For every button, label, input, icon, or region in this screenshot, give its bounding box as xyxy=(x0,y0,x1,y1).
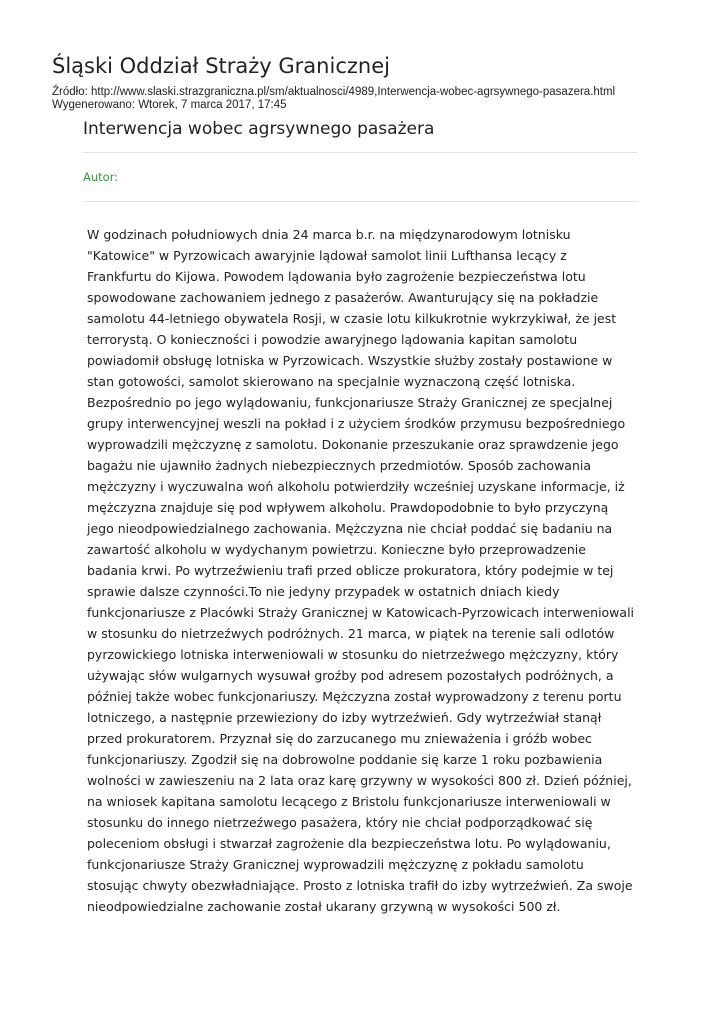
generated-date: Wygenerowano: Wtorek, 7 marca 2017, 17:45 xyxy=(52,99,287,111)
site-title: Śląski Oddział Straży Granicznej xyxy=(52,54,390,78)
article-title: Interwencja wobec agrsywnego pasażera xyxy=(83,119,435,139)
source-url[interactable]: Źródło: http://www.slaski.strazgraniczna.pl/sm/aktualnosci/4989,Interwencja-wobec-agrsywnego-pasazera.html xyxy=(52,86,616,98)
title-divider xyxy=(83,152,638,153)
article-body: W godzinach południowych dnia 24 marca b.r. na międzynarodowym lotnisku "Katowice" w Pyrzowicach awaryjnie lądował samolot linii Lufthansa lecący z Frankfurtu do Kijowa. Powodem lądowania było zagrożenie bezpieczeństwa lotu spowodowane zachowaniem jednego z pasażerów. Awanturujący się na pokładzie samolotu 44-letniego obywatela Rosji, w czasie lotu kilkukrotnie wykrzykiwał, że jest terrorystą. O konieczności i powodzie awaryjnego lądowania kapitan samolotu powiadomił obsługę lotniska w Pyrzowicach. Wszystkie służby zostały postawione w stan gotowości, samolot skierowano na specjalnie wyznaczoną część lotniska. Bezpośrednio po jego wylądowaniu, funkcjonariusze Straży Granicznej ze specjalnej grupy interwencyjnej weszli na pokład i z użyciem środków przymusu bezpośredniego wyprowadzili mężczyznę z samolotu. Dokonanie przeszukanie oraz sprawdzenie jego bagażu nie ujawniło żadnych niebezpiecznych przedmiotów. Sposób zachowania mężczyzny i wyczuwalna woń alkoholu potwierdziły wcześniej uzyskane informacje, iż mężczyzna znajduje się pod wpływem alkoholu. Prawdopodobnie to było przyczyną jego nieodpowiedzialnego zachowania. Mężczyzna nie chciał poddać się badaniu na zawartość alkoholu w wydychanym powietrzu. Konieczne było przeprowadzenie badania krwi. Po wytrzeźwieniu trafi przed oblicze prokuratora, który podejmie w tej sprawie dalsze czynności.To nie jedyny przypadek w ostatnich dniach kiedy funkcjonariusze z Placówki Straży Granicznej w Katowicach-Pyrzowicach interweniowali w stosunku do nietrzeźwych podróżnych. 21 marca, w piątek na terenie sali odlotów pyrzowickiego lotniska interweniowali w stosunku do nietrzeźwego mężczyzny, który używając słów wulgarnych wysuwał groźby pod adresem pozostałych podróżnych, a później także wobec funkcjonariuszy. Mężczyzna został wyprowadzony z terenu portu lotniczego, a następnie przewieziony do izby wytrzeźwień. Gdy wytrzeźwiał stanął przed prokuratorem. Przyznał się do zarzucanego mu znieważenia i gróźb wobec funkcjonariuszy. Zgodził się na dobrowolne poddanie się karze 1 roku pozbawienia wolności w zawieszeniu na 2 lata oraz karę grzywny w wysokości 800 zł. Dzień później, na wniosek kapitana samolotu lecącego z Bristolu funkcjonariusze interweniowali w stosunku do innego nietrzeźwego pasażera, który nie chciał podporządkować się poleceniom obsługi i stwarzał zagrożenie dla bezpieczeństwa lotu. Po wylądowaniu, funkcjonariusze Straży Granicznej wyprowadzili mężczyznę z pokładu samolotu stosując chwyty obezwładniające. Prosto z lotniska trafił do izby wytrzeźwień. Za swoje nieodpowiedzialne zachowanie został ukarany grzywną w wysokości 500 zł. xyxy=(87,227,635,914)
author-divider xyxy=(83,201,638,202)
author-label: Autor: xyxy=(83,170,119,184)
print-meta xyxy=(52,86,615,112)
article xyxy=(83,116,638,917)
